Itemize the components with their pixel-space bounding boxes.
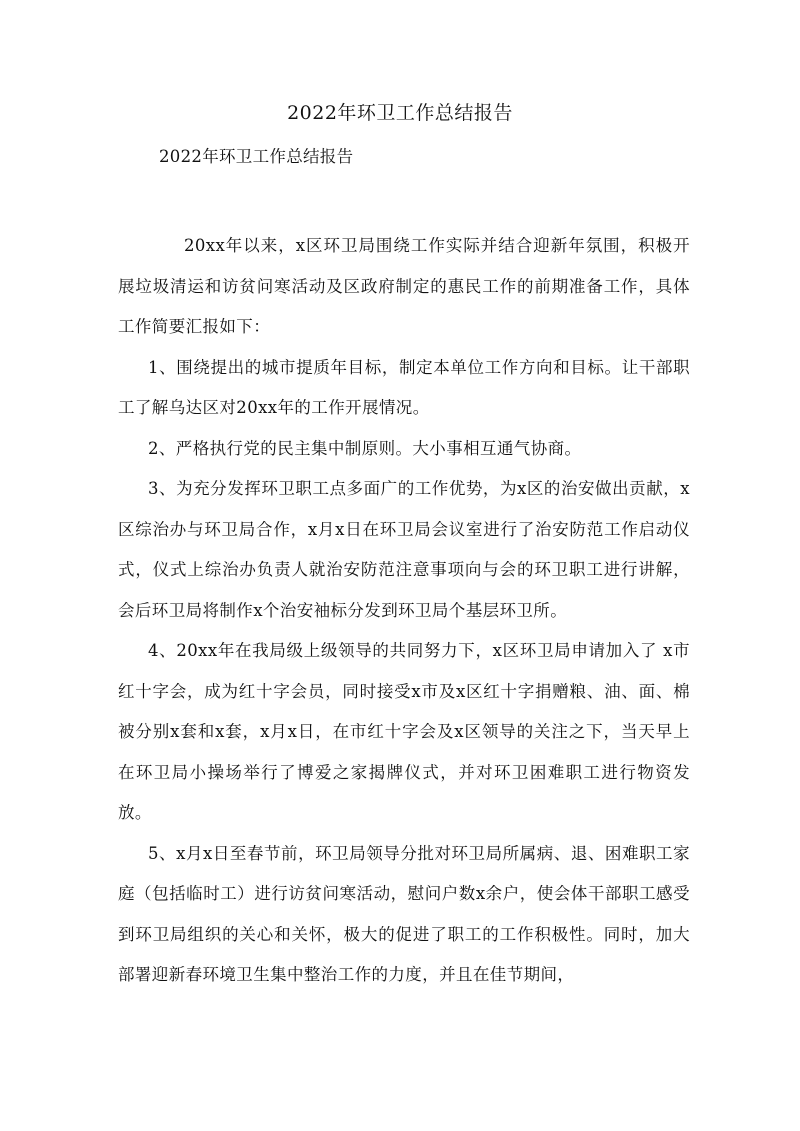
document-body — [118, 226, 690, 996]
paragraph-item-4: 4、20xx年在我局级上级领导的共同努力下，x区环卫局申请加入了 x市红十字会，成为红十字会员，同时接受x市及x区红十字捐赠粮、油、面、棉被分别x套和x套，x月x日，在市红十字会及x区领导的关注之下，当天早上在环卫局小操场举行了博爱之家揭牌仪式，并对环卫困难职工进行物资发放。 — [118, 641, 690, 822]
paragraph-item-1: 1、围绕提出的城市提质年目标，制定本单位工作方向和目标。让干部职工了解乌达区对20xx年的工作开展情况。 — [118, 357, 690, 417]
paragraph-item-2: 2、严格执行党的民主集中制原则。大小事相互通气协商。 — [148, 438, 582, 458]
document-subtitle: 2022年环卫工作总结报告 — [159, 147, 354, 166]
paragraph-item-3: 3、为充分发挥环卫职工点多面广的工作优势，为x区的治安做出贡献，x区综治办与环卫局合作，x月x日在环卫局会议室进行了治安防范工作启动仪式，仪式上综治办负责人就治安防范注意事项向与会的环卫职工进行讲解，会后环卫局将制作x个治安袖标分发到环卫局个基层环卫所。 — [118, 479, 690, 620]
paragraph-item-5: 5、x月x日至春节前，环卫局领导分批对环卫局所属病、退、困难职工家庭（包括临时工）进行访贫问寒活动，慰问户数x余户，使会体干部职工感受到环卫局组织的关心和关怀，极大的促进了职工的工作积极性。同时，加大部署迎新春环境卫生集中整治工作的力度，并且在佳节期间， — [118, 843, 690, 984]
document-title: 2022年环卫工作总结报告 — [287, 102, 513, 124]
paragraph-intro: 20xx年以来，x区环卫局围绕工作实际并结合迎新年氛围，积极开展垃圾清运和访贫问寒活动及区政府制定的惠民工作的前期准备工作，具体工作简要汇报如下： — [118, 236, 690, 336]
